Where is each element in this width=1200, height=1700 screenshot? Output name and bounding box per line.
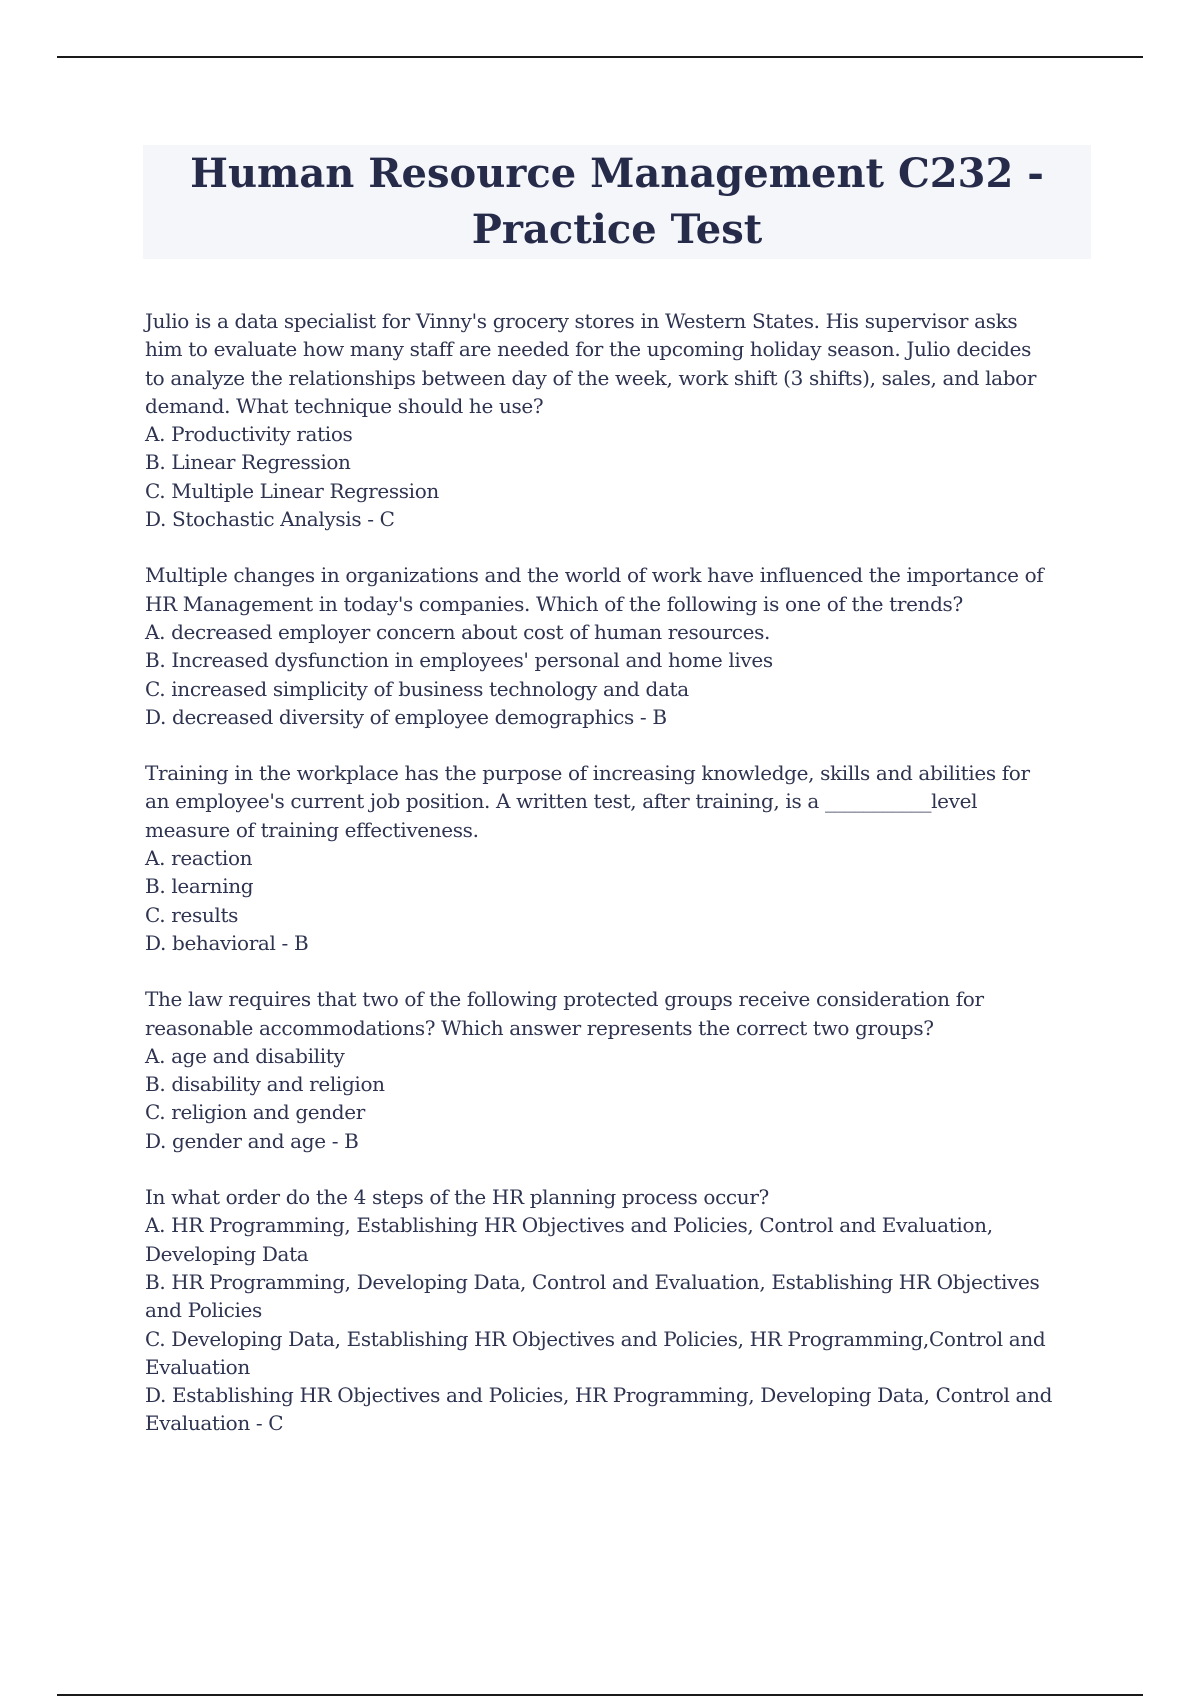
page-title-line-1: Human Resource Management C232 - [190, 150, 1044, 197]
question-line: In what order do the 4 steps of the HR planning process occur? [145, 1185, 769, 1210]
page-title [190, 146, 1044, 258]
answer-option: Evaluation [145, 1354, 250, 1379]
answer-option: B. Increased dysfunction in employees' personal and home lives [145, 648, 773, 673]
answer-option: C. religion and gender [145, 1100, 365, 1125]
question-1 [145, 307, 1085, 533]
answer-option: C. increased simplicity of business technology and data [145, 676, 689, 701]
title-banner [143, 145, 1091, 259]
answer-option: Evaluation - C [145, 1411, 284, 1436]
answer-option: D. Stochastic Analysis - C [145, 507, 395, 532]
answer-option: C. Developing Data, Establishing HR Objectives and Policies, HR Programming,Control and [145, 1326, 1046, 1351]
answer-option: C. results [145, 902, 239, 927]
answer-option: B. learning [145, 874, 254, 899]
answer-option: D. gender and age - B [145, 1128, 359, 1153]
answer-option: A. age and disability [145, 1043, 345, 1068]
answer-option: B. Linear Regression [145, 450, 351, 475]
answer-option: D. behavioral - B [145, 930, 309, 955]
question-line: HR Management in today's companies. Which of the following is one of the trends? [145, 591, 963, 616]
answer-option: A. decreased employer concern about cost of human resources. [145, 619, 771, 644]
question-line: measure of training effectiveness. [145, 817, 479, 842]
answer-option: D. Establishing HR Objectives and Policies, HR Programming, Developing Data, Control and [145, 1383, 1053, 1408]
answer-option: A. HR Programming, Establishing HR Objectives and Policies, Control and Evaluation, [145, 1213, 993, 1238]
question-4 [145, 985, 1085, 1155]
question-line: to analyze the relationships between day of the week, work shift (3 shifts), sales, and labor [145, 365, 1037, 390]
answer-option: Developing Data [145, 1241, 309, 1266]
answer-option: A. Productivity ratios [145, 422, 353, 447]
bottom-rule [57, 1694, 1143, 1696]
question-line: reasonable accommodations? Which answer represents the correct two groups? [145, 1015, 934, 1040]
answer-option: and Policies [145, 1298, 262, 1323]
question-line: demand. What technique should he use? [145, 393, 544, 418]
answer-option: D. decreased diversity of employee demographics - B [145, 704, 667, 729]
question-line: him to evaluate how many staff are needed for the upcoming holiday season. Julio decides [145, 337, 1032, 362]
question-3 [145, 759, 1085, 957]
question-line: Training in the workplace has the purpose of increasing knowledge, skills and abilities for [145, 761, 1030, 786]
question-5 [145, 1183, 1085, 1438]
page-title-line-2: Practice Test [471, 206, 763, 253]
answer-option: C. Multiple Linear Regression [145, 478, 439, 503]
answer-option: A. reaction [145, 846, 253, 871]
question-2 [145, 561, 1085, 731]
question-line: Julio is a data specialist for Vinny's grocery stores in Western States. His supervisor asks [145, 309, 1018, 333]
top-rule [57, 56, 1143, 58]
question-line: an employee's current job position. A written test, after training, is a ___________level [145, 789, 978, 814]
answer-option: B. disability and religion [145, 1072, 385, 1097]
question-line: Multiple changes in organizations and the world of work have influenced the importance of [145, 563, 1044, 588]
question-list [145, 307, 1085, 1466]
question-line: The law requires that two of the following protected groups receive consideration for [145, 987, 984, 1012]
answer-option: B. HR Programming, Developing Data, Control and Evaluation, Establishing HR Objectives [145, 1269, 1040, 1294]
